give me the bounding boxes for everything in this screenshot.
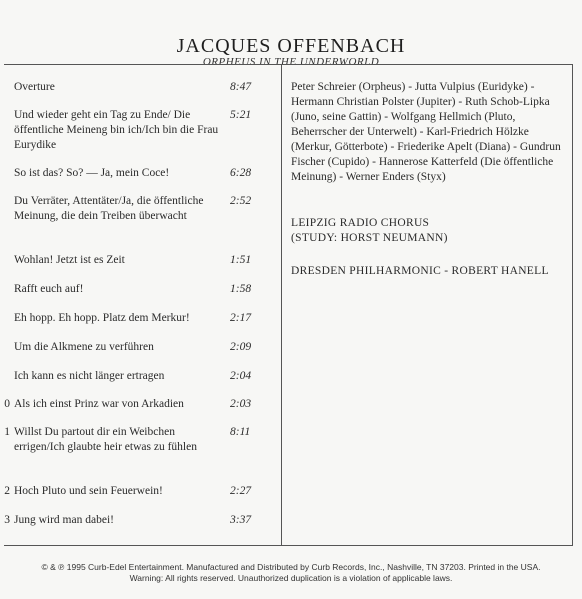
track-title: So ist das? So? — Ja, mein Coce! [14, 167, 170, 179]
choir-name: LEIPZIG RADIO CHORUS [291, 217, 430, 229]
track-duration: 8:11 [230, 426, 251, 438]
track-duration: 2:04 [230, 370, 252, 382]
track-title: Rafft euch auf! [14, 283, 84, 295]
warning-line: Warning: All rights reserved. Unauthorized duplication is a violation of applicable laws. [129, 573, 453, 583]
album-title: JACQUES OFFENBACH [176, 35, 406, 57]
album-subtitle: ORPHEUS IN THE UNDERWORLD [202, 56, 380, 68]
track-duration: 2:27 [230, 485, 252, 497]
track-duration: 3:37 [230, 514, 252, 526]
copyright-footer [0, 562, 582, 584]
track-duration: 8:47 [230, 81, 252, 93]
track-title: Und wieder geht ein Tag zu Ende/ Die öffentliche Meineng bin ich/Ich bin die Frau Eurydike [14, 109, 219, 151]
track-number: 0 [4, 398, 10, 410]
track-number: 1 [4, 426, 10, 438]
track-title: Als ich einst Prinz war von Arkadien [14, 398, 184, 410]
track-title: Jung wird man dabei! [14, 514, 114, 526]
track-title: Eh hopp. Eh hopp. Platz dem Merkur! [14, 312, 190, 324]
track-duration: 2:09 [230, 341, 252, 353]
track-duration: 2:52 [230, 195, 252, 207]
track-title: Wohlan! Jetzt ist es Zeit [14, 254, 125, 266]
track-duration: 6:28 [230, 167, 252, 179]
track-duration: 5:21 [230, 109, 252, 121]
track-title: Ich kann es nicht länger ertragen [14, 370, 165, 382]
track-title: Hoch Pluto und sein Feuerwein! [14, 485, 163, 497]
track-number: 3 [4, 514, 10, 526]
track-title: Willst Du partout dir ein Weibchen errigen/Ich glaubte heir etwas zu fühlen [14, 426, 197, 453]
column-divider [281, 64, 282, 545]
orchestra-credits: DRESDEN PHILHARMONIC - ROBERT HANELL [291, 265, 549, 277]
track-number: 2 [4, 485, 10, 497]
track-duration: 1:58 [230, 283, 252, 295]
cast-credits: Peter Schreier (Orpheus) - Jutta Vulpius (Euridyke) - Hermann Christian Polster (Jupiter) - Ruth Schob-Lipka (Juno, seine Gattin) - Wolfgang Hellmich (Pluto, Beherrscher der Unterwelt) - Karl-Friedrich Hölzke (Merkur, Götterbote) - Friederike Apelt (Diana) - Gundrun Fischer (Cupido) - Hannerose Katterfeld (Die öffentliche Meinung) - Werner Enders (Styx) [291, 81, 561, 183]
track-title: Um die Alkmene zu verführen [14, 341, 154, 353]
copyright-line: © & ℗ 1995 Curb-Edel Entertainment. Manufactured and Distributed by Curb Records, Inc., Nashville, TN 37203. Printed in the USA. [41, 562, 541, 572]
choir-study: (STUDY: HORST NEUMANN) [291, 232, 448, 244]
choir-credits [291, 216, 561, 246]
track-duration: 2:17 [230, 312, 252, 324]
track-duration: 2:03 [230, 398, 252, 410]
track-duration: 1:51 [230, 254, 252, 266]
track-title: Overture [14, 81, 55, 93]
track-title: Du Verräter, Attentäter/Ja, die öffentliche Meinung, die dein Treiben überwacht [14, 195, 204, 222]
